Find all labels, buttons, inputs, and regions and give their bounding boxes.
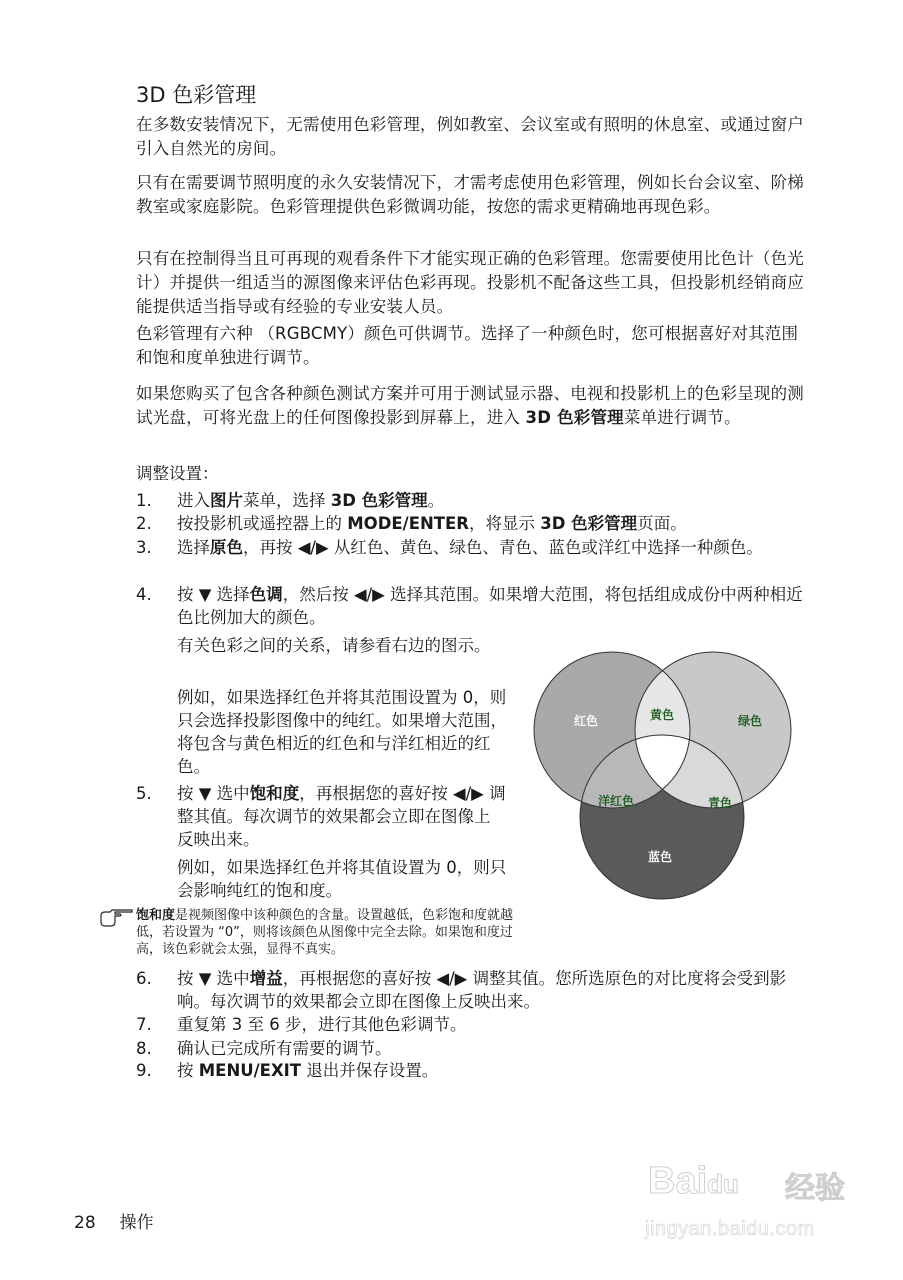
page-number: 28 [74, 1213, 96, 1233]
step-5-note-example: 例如，如果选择红色并将其值设置为 0，则只会影响纯红的饱和度。 [177, 858, 507, 900]
paragraph-1: 在多数安装情况下，无需使用色彩管理，例如教室、会议室或有照明的休息室、或通过窗户引入自然光的房间。 [136, 115, 804, 158]
manual-page: 3D 色彩管理 在多数安装情况下，无需使用色彩管理，例如教室、会议室或有照明的休息室、或通过窗户引入自然光的房间。 只有在需要调节照明度的永久安装情况下，才需考虑使用色彩管理，例如长台会议室、阶梯教室或家庭影院。色彩管理提供色彩微调功能，按您的需求更精确地再现色彩。 只有在控制得当且可再现的观看条件下才能实现正确的色彩管理。您需要使用比色计（色光计）并提供一组适当的源图像来评估色彩再现。投影机不配备这些工具，但投影机经销商应能提供适当指导或有经验的专业安装人员。 色彩管理有六种 （RGBCMY）颜色可供调节。选择了一种颜色时，您可根据喜好对其范围和饱和度单独进行调节。 如果您购买了包含各种颜色测试方案并可用于测试显示器、电视和投影机上的色彩呈现的测试光盘，可将光盘上的任何图像投影到屏幕上，进入 3D 色彩管理菜单进行调节。 调整设置： 1. 进入图片菜单，选择 3D 色彩管理。 2. 按投影机或遥控器上的 MODE/ENTER，将显示 3D 色彩管理页面。 3. 选择原色，再按 ◀/▶ 从红色、黄色、绿色、青色、蓝色或洋红中选择一种颜色。 4. 按 ▼ 选择色调，然后按 ◀/▶ 选择其范围。如果增大范围，将包括组成成份中两种相近色比例加大的颜色。 有关色彩之间的关系，请参看右边的图示。 例如，如果选择红色并将其范围设置为 0，则只会选择投影图像中的纯红。如果增大范围，将包含与黄色相近的红色和与洋红相近的红色。 5. 按 ▼ 选中饱和度，再根据您的喜好按 ◀/▶ 调整其值。每次调节的效果都会立即在图像上反映出来。 例如，如果选择红色并将其值设置为 0，则只会影响纯红的饱和度。 饱和度是视频图像中该种颜色的含量。设置越低，色彩饱和度就越低，若设置为 “0”，则将该颜色从图像中完全去除。如果饱和度过高，该色彩就会太强，显得不真实。 6. 按 ▼ 选中增益，再根据您的喜好按 ◀/▶ 调整其值。您所选原色的对比度将会受到影响。每次调节的效果都会立即在图像上反映出来。 7. 重复第 3 至 6 步，进行其他色彩调节。 8. 确认已完成所有需要的调节。 9. 按 MENU/EXIT 退出并保存设置。 红色 黄色 绿色 洋红色 青色 蓝色 28 操作 Baidu 经验 jingyan.baidu.com [74, 83, 845, 1240]
step-4-note-example: 例如，如果选择红色并将其范围设置为 0，则只会选择投影图像中的纯红。如果增大范围，将包含与黄色相近的红色和与洋红相近的红色。 [177, 688, 507, 776]
color-venn-diagram [528, 645, 798, 900]
pointing-hand-icon [98, 908, 134, 930]
page-title: 3D 色彩管理 [136, 83, 257, 107]
paragraph-3: 只有在控制得当且可再现的观看条件下才能实现正确的色彩管理。您需要使用比色计（色光计）并提供一组适当的源图像来评估色彩再现。投影机不配备这些工具，但投影机经销商应能提供适当指导或有经验的专业安装人员。 [136, 249, 804, 316]
paragraph-4: 色彩管理有六种 （RGBCMY）颜色可供调节。选择了一种颜色时，您可根据喜好对其范围和饱和度单独进行调节。 [136, 324, 799, 367]
paragraph-2: 只有在需要调节照明度的永久安装情况下，才需考虑使用色彩管理，例如长台会议室、阶梯教室或家庭影院。色彩管理提供色彩微调功能，按您的需求更精确地再现色彩。 [136, 173, 804, 216]
paragraph-5: 如果您购买了包含各种颜色测试方案并可用于测试显示器、电视和投影机上的色彩呈现的测试光盘，可将光盘上的任何图像投影到屏幕上，进入 3D 色彩管理菜单进行调节。 [136, 384, 804, 427]
saturation-note: 饱和度是视频图像中该种颜色的含量。设置越低，色彩饱和度就越低，若设置为 “0”，则将该颜色从图像中完全去除。如果饱和度过高，该色彩就会太强，显得不真实。 [136, 908, 514, 957]
watermark-jingyan: 经验 [785, 1171, 845, 1206]
label-green: 绿色 [738, 714, 763, 728]
page-footer [74, 1208, 178, 1233]
section-name: 操作 [119, 1213, 154, 1233]
label-blue: 蓝色 [648, 850, 673, 864]
watermark-url: jingyan.baidu.com [645, 1218, 815, 1240]
step-4-note-diagram: 有关色彩之间的关系，请参看右边的图示。 [177, 636, 491, 655]
label-cyan: 青色 [708, 796, 733, 810]
steps-label: 调整设置： [136, 464, 219, 483]
label-red: 红色 [574, 714, 599, 728]
menu-name-3d-color: 3D 色彩管理 [525, 408, 624, 427]
baidu-watermark-logo: Baidu [648, 1160, 739, 1202]
label-magenta: 洋红色 [598, 794, 635, 808]
label-yellow: 黄色 [650, 708, 675, 722]
